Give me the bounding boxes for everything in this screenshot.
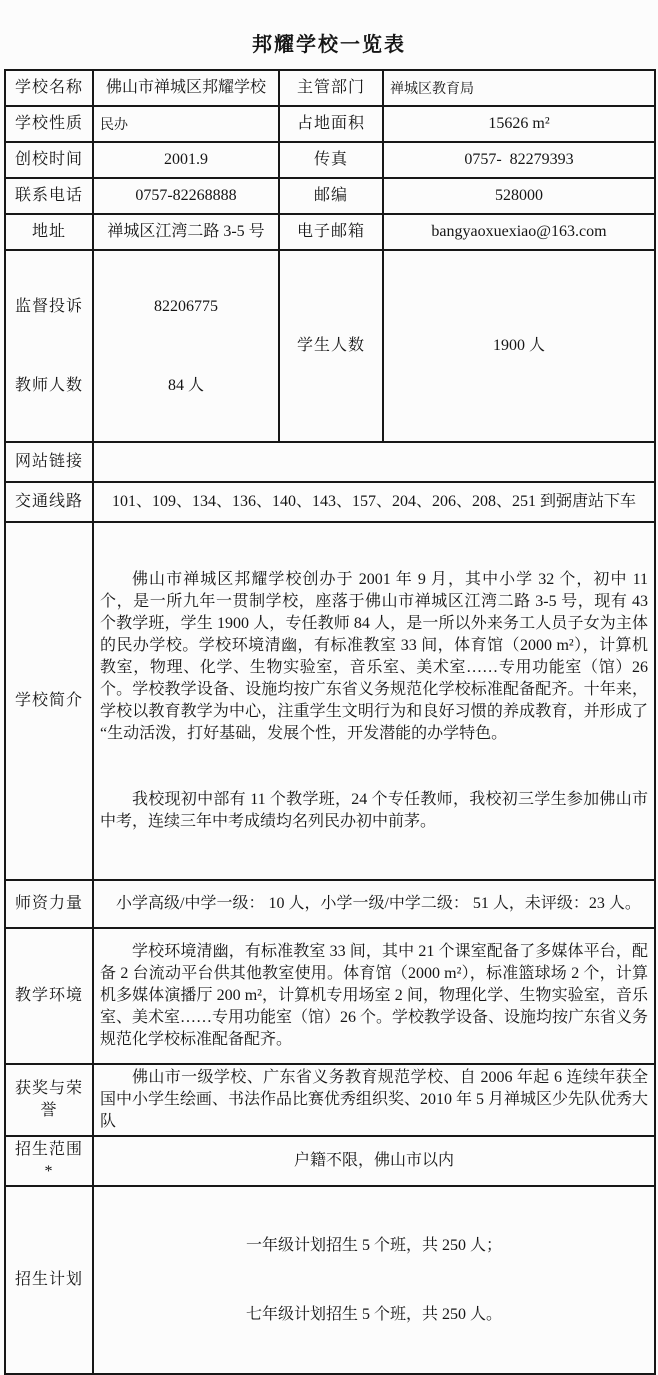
school-type-value: 民办 xyxy=(93,106,279,142)
intro-label: 学校简介 xyxy=(5,522,93,880)
row-school-type xyxy=(5,106,655,142)
email-label: 电子邮箱 xyxy=(279,214,383,250)
school-type-label: 学校性质 xyxy=(5,106,93,142)
admission-scope-value: 户籍不限，佛山市以内 xyxy=(93,1136,655,1186)
row-intro xyxy=(5,522,655,880)
phone-value: 0757-82268888 xyxy=(93,178,279,214)
row-admission-scope xyxy=(5,1136,655,1186)
admission-scope-label: 招生范围* xyxy=(5,1136,93,1186)
teachers-value: 84 人 xyxy=(167,377,204,394)
supervisor-value: 禅城区教育局 xyxy=(383,70,655,106)
faculty-label: 师资力量 xyxy=(5,880,93,928)
intro-paragraph-2: 我校现初中部有 11 个教学班，24 个专任教师，我校初三学生参加佛山市中考，连续三年中考成绩均名列民办初中前茅。 xyxy=(100,791,648,830)
awards-value: 佛山市一级学校、广东省义务教育规范学校、自 2006 年起 6 连续年获全国中小学生绘画、书法作品比赛优秀组织奖、2010 年 5 月禅城区少先队优秀大队 xyxy=(93,1064,655,1136)
complaint-teachers-value xyxy=(93,250,279,442)
supervisor-label: 主管部门 xyxy=(279,70,383,106)
admission-plan-line-1: 一年级计划招生 5 个班，共 250 人； xyxy=(245,1237,502,1254)
admission-plan-label: 招生计划 xyxy=(5,1186,93,1374)
address-label: 地址 xyxy=(5,214,93,250)
intro-paragraph-1: 佛山市禅城区邦耀学校创办于 2001 年 9 月，其中小学 32 个，初中 11 个，是一所九年一贯制学校，座落于佛山市禅城区江湾二路 3-5 号，现有 43 个教学班，学生 1900 人，专任教师 84 人，是一所以外来务工人员子女为主体的民办学校。学校环境清幽，有标准教室 33 间，体育馆（2000 m²），计算机教室，物理、化学、生物实验室，音乐室、美术室……专用功能室（馆）26 个。学校教学设备、设施均按广东省义务规范化学校标准配备配齐。十年来，学校以教育教学为中心，注重学生文明行为和良好习惯的养成教育，并形成了“生动活泼，打好基础，发展个性，开发潜能的办学特色。 xyxy=(100,571,652,742)
school-name-label: 学校名称 xyxy=(5,70,93,106)
website-label: 网站链接 xyxy=(5,442,93,482)
row-environment xyxy=(5,928,655,1064)
row-complaint-students xyxy=(5,250,655,442)
row-founded xyxy=(5,142,655,178)
postcode-value: 528000 xyxy=(383,178,655,214)
faculty-value: 小学高级/中学一级： 10 人，小学一级/中学二级： 51 人，未评级：23 人。 xyxy=(93,880,655,928)
school-name-value: 佛山市禅城区邦耀学校 xyxy=(93,70,279,106)
students-label: 学生人数 xyxy=(279,250,383,442)
complaint-value: 82206775 xyxy=(154,298,218,315)
awards-label: 获奖与荣誉 xyxy=(5,1064,93,1136)
complaint-label: 监督投诉 xyxy=(14,298,83,315)
school-overview-table xyxy=(4,69,656,1375)
students-value: 1900 人 xyxy=(383,250,655,442)
environment-label: 教学环境 xyxy=(5,928,93,1064)
row-faculty xyxy=(5,880,655,928)
admission-plan-value xyxy=(93,1186,655,1374)
admission-plan-line-2: 七年级计划招生 5 个班，共 250 人。 xyxy=(245,1306,502,1323)
page-title: 邦耀学校一览表 xyxy=(252,34,406,56)
address-value: 禅城区江湾二路 3-5 号 xyxy=(93,214,279,250)
row-website xyxy=(5,442,655,482)
postcode-label: 邮编 xyxy=(279,178,383,214)
founded-value: 2001.9 xyxy=(93,142,279,178)
fax-value: 0757- 82279393 xyxy=(383,142,655,178)
teachers-label: 教师人数 xyxy=(14,377,83,394)
area-label: 占地面积 xyxy=(279,106,383,142)
intro-value xyxy=(93,522,655,880)
fax-label: 传真 xyxy=(279,142,383,178)
environment-value: 学校环境清幽，有标准教室 33 间，其中 21 个课室配备了多媒体平台，配备 2 台流动平台供其他教室使用。体育馆（2000 m²），标准篮球场 2 个，计算机多媒体演播厅 200 m²，计算机专用场室 2 间，物理化学、生物实验室，音乐室、美术室……专用功能室（馆）26 个。学校教学设备、设施均按广东省义务规范化学校标准配备配齐。 xyxy=(93,928,655,1064)
row-admission-plan xyxy=(5,1186,655,1374)
complaint-teachers-label xyxy=(5,250,93,442)
phone-label: 联系电话 xyxy=(5,178,93,214)
transit-value: 101、109、134、136、140、143、157、204、206、208、251 到弼唐站下车 xyxy=(93,482,655,522)
email-value: bangyaoxuexiao@163.com xyxy=(383,214,655,250)
row-school-name xyxy=(5,70,655,106)
area-value: 15626 m² xyxy=(383,106,655,142)
row-address xyxy=(5,214,655,250)
founded-label: 创校时间 xyxy=(5,142,93,178)
transit-label: 交通线路 xyxy=(5,482,93,522)
website-value xyxy=(93,442,655,482)
row-awards xyxy=(5,1064,655,1136)
row-transit xyxy=(5,482,655,522)
row-phone xyxy=(5,178,655,214)
